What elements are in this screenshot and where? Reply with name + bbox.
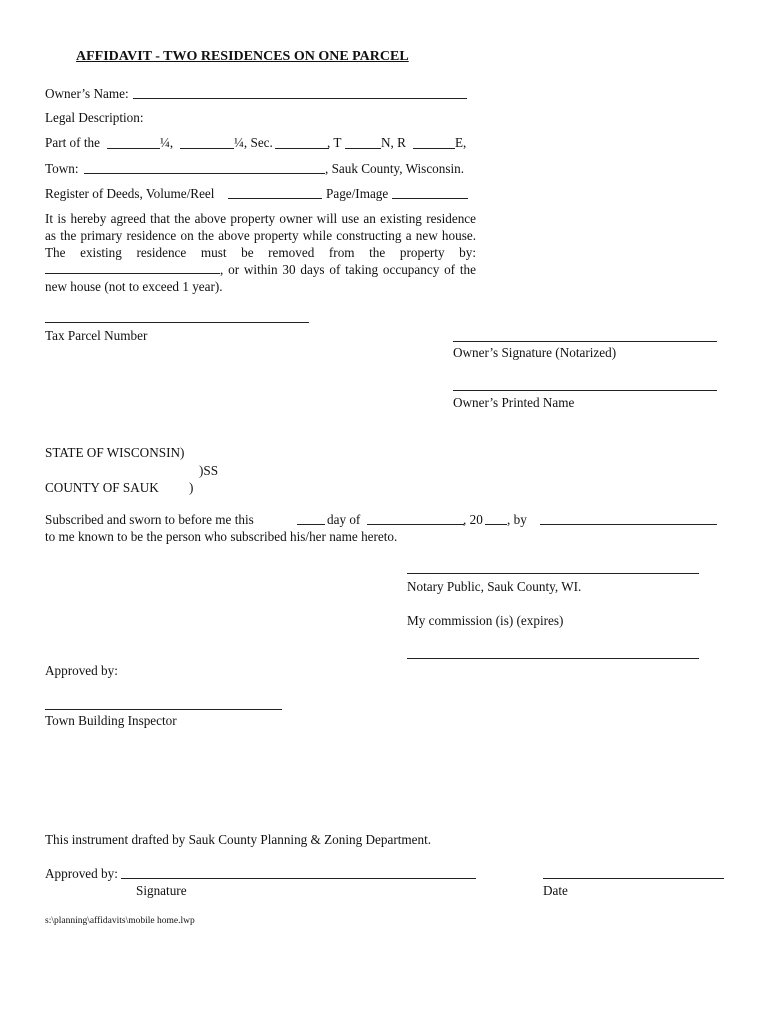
commission-field[interactable] (407, 658, 699, 659)
subscribed-text: Subscribed and sworn to before me this (45, 512, 254, 527)
document-title: AFFIDAVIT - TWO RESIDENCES ON ONE PARCEL (76, 49, 409, 64)
township-field[interactable] (345, 148, 381, 149)
register-label: Register of Deeds, Volume/Reel (45, 186, 215, 201)
approval-signature-field[interactable] (121, 878, 476, 879)
legal-description-label: Legal Description: (45, 110, 144, 125)
file-path: s:\planning\affidavits\mobile home.lwp (45, 916, 195, 926)
sworn-by-field[interactable] (540, 524, 717, 525)
approval-date-field[interactable] (543, 878, 724, 879)
quarter1-field[interactable] (107, 148, 160, 149)
removal-date-field[interactable] (45, 261, 220, 274)
section-label: ¼, Sec. (234, 135, 273, 150)
town-label: Town: (45, 161, 79, 176)
owner-signature-label: Owner’s Signature (Notarized) (453, 345, 617, 360)
tax-parcel-label: Tax Parcel Number (45, 328, 148, 343)
town-suffix: , Sauk County, Wisconsin. (325, 161, 465, 176)
inspector-label: Town Building Inspector (45, 713, 177, 728)
agreement-by-label: by: (459, 245, 477, 260)
owners-name-label: Owner’s Name: (45, 86, 129, 101)
owners-name-field[interactable] (133, 98, 467, 99)
known-person-text: to me known to be the person who subscribed his/her name hereto. (45, 529, 398, 544)
commission-label: My commission (is) (expires) (407, 613, 564, 628)
county-label: COUNTY OF SAUK (45, 480, 159, 495)
east-label: E, (455, 135, 467, 150)
quarter1-label: ¼, (160, 135, 174, 150)
ss-label: )SS (199, 463, 219, 478)
state-label: STATE OF WISCONSIN) (45, 445, 185, 460)
range-field[interactable] (413, 148, 455, 149)
town-field[interactable] (84, 173, 325, 174)
section-field[interactable] (275, 148, 329, 149)
day-of-label: day of (327, 512, 361, 527)
approved-by-2-label: Approved by: (45, 866, 118, 881)
part-of-label: Part of the (45, 135, 100, 150)
page-image-label: Page/Image (326, 186, 389, 201)
notary-signature-field[interactable] (407, 573, 699, 574)
volume-reel-field[interactable] (228, 198, 322, 199)
page-image-field[interactable] (392, 198, 468, 199)
approved-by-label: Approved by: (45, 663, 118, 678)
agreement-paragraph (45, 210, 476, 295)
signature-label: Signature (136, 883, 187, 898)
tax-parcel-field[interactable] (45, 322, 309, 323)
owner-signature-field[interactable] (453, 341, 717, 342)
county-paren: ) (189, 480, 194, 495)
agreement-text-2: , or within 30 days of taking occupancy of the new house (not to exceed 1 year). (45, 262, 476, 294)
by-label: , by (507, 512, 527, 527)
quarter2-field[interactable] (180, 148, 234, 149)
year-field[interactable] (485, 524, 507, 525)
township-label: , T (327, 135, 342, 150)
day-field[interactable] (297, 524, 325, 525)
drafted-by-text: This instrument drafted by Sauk County Planning & Zoning Department. (45, 832, 432, 847)
notary-label: Notary Public, Sauk County, WI. (407, 579, 582, 594)
owner-printed-name-field[interactable] (453, 390, 717, 391)
year-prefix-label: , 20 (463, 512, 483, 527)
inspector-signature-field[interactable] (45, 709, 282, 710)
range-label: N, R (381, 135, 406, 150)
owner-printed-name-label: Owner’s Printed Name (453, 395, 575, 410)
date-label: Date (543, 883, 568, 898)
month-field[interactable] (367, 524, 464, 525)
agreement-text-1: It is hereby agreed that the above property owner will use an existing residence as the primary residence on the above property while constructing a new house. The existing residence must be removed from the property (45, 211, 476, 260)
